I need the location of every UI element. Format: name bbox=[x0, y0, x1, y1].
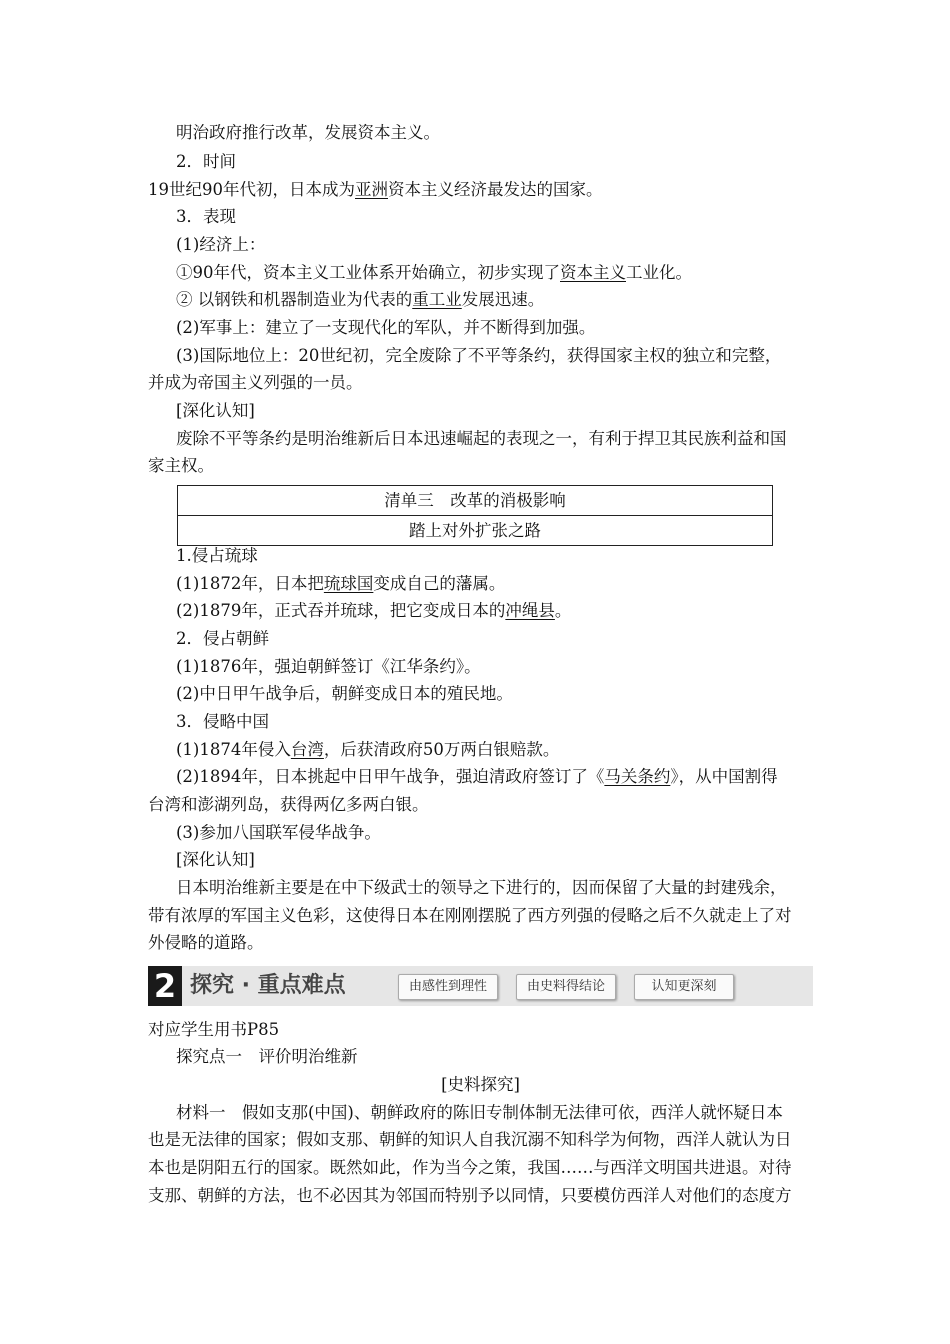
text-line: 明治政府推行改革，发展资本主义。 bbox=[176, 123, 440, 142]
answer-blank: 资本主义 bbox=[560, 263, 626, 282]
text-line: (2)1894年，日本挑起中日甲午战争，强迫清政府签订了《马关条约》，从中国割得 bbox=[176, 767, 778, 786]
text-line: ①90年代，资本主义工业体系开始确立，初步实现了资本主义工业化。 bbox=[176, 263, 692, 282]
text-line: 家主权。 bbox=[148, 456, 214, 475]
tag-perceptual-to-rational: 由感性到理性 bbox=[398, 974, 498, 1000]
page-reference: 对应学生用书P85 bbox=[148, 1020, 280, 1039]
text-line: (2)军事上：建立了一支现代化的军队，并不断得到加强。 bbox=[176, 318, 596, 337]
section-label: [史料探究] bbox=[441, 1075, 520, 1094]
item-heading: 3．侵略中国 bbox=[176, 712, 269, 731]
item-heading: 3．表现 bbox=[176, 207, 236, 226]
text-line: 19世纪90年代初，日本成为亚洲资本主义经济最发达的国家。 bbox=[148, 180, 603, 199]
note-heading: [深化认知] bbox=[176, 850, 255, 869]
tag-deeper-understanding: 认知更深刻 bbox=[634, 974, 734, 1000]
answer-blank: 马关条约 bbox=[604, 767, 671, 786]
text-line: (1)1872年，日本把琉球国变成自己的藩属。 bbox=[176, 574, 506, 593]
text-line: 外侵略的道路。 bbox=[148, 933, 264, 952]
text-line: (3)参加八国联军侵华战争。 bbox=[176, 823, 381, 842]
text-line: 日本明治维新主要是在中下级武士的领导之下进行的，因而保留了大量的封建残余， bbox=[176, 878, 787, 897]
note-heading: [深化认知] bbox=[176, 401, 255, 420]
text-line: (2)中日甲午战争后，朝鲜变成日本的殖民地。 bbox=[176, 684, 513, 703]
text-line: ② 以钢铁和机器制造业为代表的重工业发展迅速。 bbox=[176, 290, 545, 309]
answer-blank: 台湾 bbox=[290, 740, 324, 759]
section-subtitle: 踏上对外扩张之路 bbox=[178, 515, 772, 545]
section-number-badge: 2 bbox=[148, 966, 182, 1006]
text-line: (1)1876年，强迫朝鲜签订《江华条约》。 bbox=[176, 657, 481, 676]
section-banner bbox=[148, 966, 813, 1006]
text-line: (1)1874年侵入台湾，后获清政府50万两白银赔款。 bbox=[176, 740, 560, 759]
tag-sources-to-conclusion: 由史料得结论 bbox=[516, 974, 616, 1000]
answer-blank: 重工业 bbox=[412, 290, 462, 309]
answer-blank: 亚洲 bbox=[355, 180, 388, 199]
text-line: 台湾和澎湖列岛，获得两亿多两白银。 bbox=[148, 795, 429, 814]
answer-blank: 琉球国 bbox=[323, 574, 374, 593]
text-line: 也是无法律的国家；假如支那、朝鲜的知识人自我沉溺不知科学为何物，西洋人就认为日 bbox=[148, 1130, 792, 1149]
text-line: 废除不平等条约是明治维新后日本迅速崛起的表现之一，有利于捍卫其民族利益和国 bbox=[176, 429, 787, 448]
inquiry-heading: 探究点一 评价明治维新 bbox=[176, 1047, 358, 1066]
answer-blank: 冲绳县 bbox=[505, 601, 555, 620]
item-heading: 2．时间 bbox=[176, 152, 236, 171]
text-line: 带有浓厚的军国主义色彩，这使得日本在刚刚摆脱了西方列强的侵略之后不久就走上了对 bbox=[148, 906, 792, 925]
section-title: 清单三 改革的消极影响 bbox=[384, 491, 566, 510]
text-line: 材料一 假如支那(中国)、朝鲜政府的陈旧专制体制无法律可依，西洋人就怀疑日本 bbox=[176, 1103, 783, 1122]
text-line: 支那、朝鲜的方法，也不必因其为邻国而特别予以同情，只要模仿西洋人对他们的态度方 bbox=[148, 1186, 792, 1205]
text-line: 并成为帝国主义列强的一员。 bbox=[148, 373, 363, 392]
banner-title: 探究 · 重点难点 bbox=[190, 973, 346, 998]
text-line: 本也是阴阳五行的国家。既然如此，作为当今之策，我国……与西洋文明国共进退。对待 bbox=[148, 1158, 792, 1177]
text-line: (3)国际地位上：20世纪初，完全废除了不平等条约，获得国家主权的独立和完整， bbox=[176, 346, 782, 365]
text-line: (1)经济上： bbox=[176, 235, 266, 254]
item-heading: 1.侵占琉球 bbox=[176, 546, 258, 565]
text-line: (2)1879年，正式吞并琉球，把它变成日本的冲绳县。 bbox=[176, 601, 572, 620]
item-heading: 2．侵占朝鲜 bbox=[176, 629, 269, 648]
section-title-box bbox=[177, 485, 773, 546]
